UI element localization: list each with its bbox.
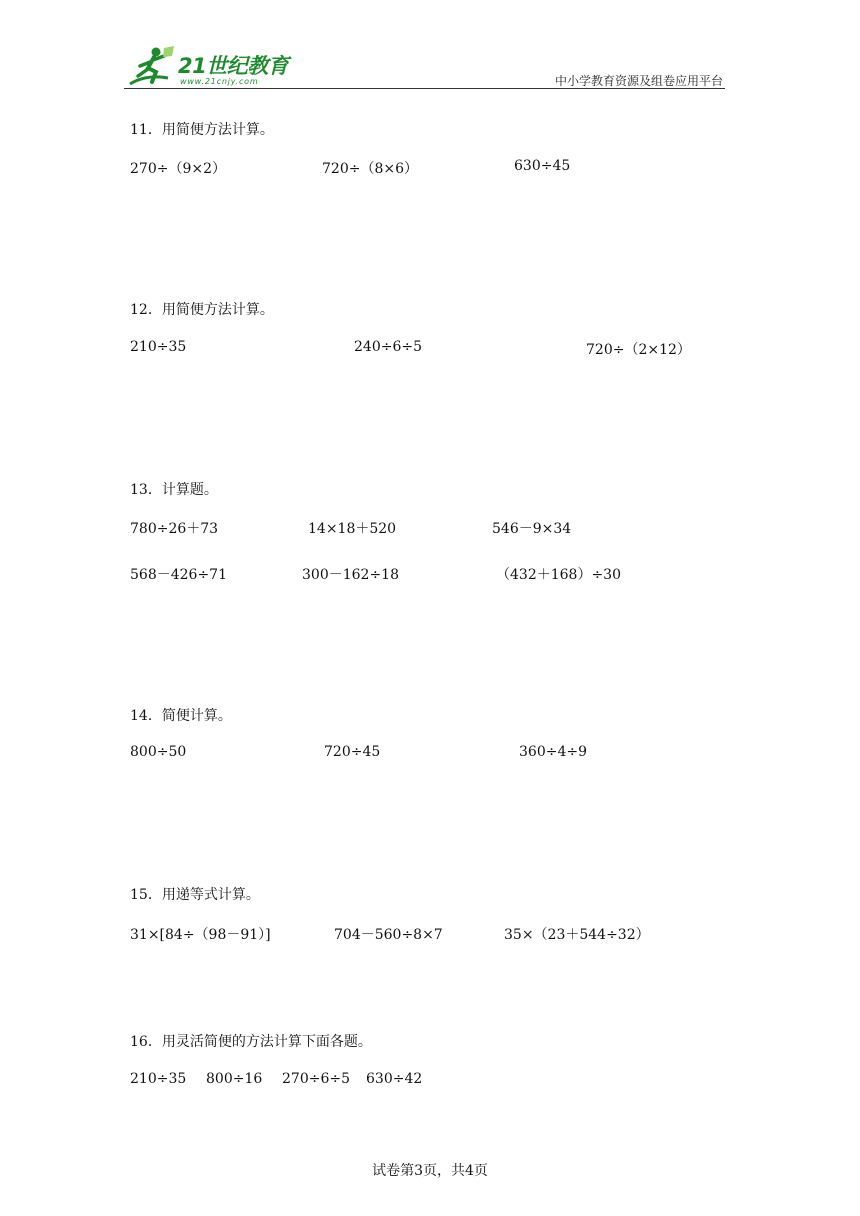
question-11-expr-3: 630÷45 <box>514 158 571 174</box>
question-13-expr-6: （432＋168）÷30 <box>496 567 621 583</box>
question-13-expr-5: 300－162÷18 <box>302 567 399 583</box>
question-15-expr-3: 35×（23＋544÷32） <box>504 927 650 943</box>
header-divider <box>124 88 725 89</box>
question-16-title: 16．用灵活简便的方法计算下面各题。 <box>130 1034 372 1050</box>
question-11-title: 11．用简便方法计算。 <box>130 122 274 138</box>
question-13-expr-3: 546－9×34 <box>492 521 572 537</box>
question-15-expr-1: 31×[84÷（98－91）] <box>130 927 271 943</box>
question-14-expr-2: 720÷45 <box>324 744 381 760</box>
page-footer: 试卷第3页，共4页 <box>372 1163 488 1179</box>
question-15-title: 15．用递等式计算。 <box>130 887 260 903</box>
question-16-expr-1: 210÷35 <box>130 1071 187 1087</box>
question-12-title: 12．用简便方法计算。 <box>130 302 274 318</box>
question-12-expr-2: 240÷6÷5 <box>354 339 422 355</box>
question-16-expr-2: 800÷16 <box>206 1071 263 1087</box>
platform-name: 中小学教育资源及组卷应用平台 <box>554 74 723 88</box>
logo-url: www.21cnjy.com <box>180 77 259 86</box>
question-12-expr-3: 720÷（2×12） <box>586 342 691 358</box>
question-13-expr-4: 568－426÷71 <box>130 567 227 583</box>
question-16-expr-4: 630÷42 <box>366 1071 423 1087</box>
question-13-expr-2: 14×18＋520 <box>308 521 397 537</box>
page-header <box>120 40 725 92</box>
question-14-expr-1: 800÷50 <box>130 744 187 760</box>
logo-text: 21世纪教育 <box>178 54 289 78</box>
question-13-expr-1: 780÷26＋73 <box>130 521 219 537</box>
question-11-expr-1: 270÷（9×2） <box>130 161 226 177</box>
question-12-expr-1: 210÷35 <box>130 339 187 355</box>
question-13-title: 13．计算题。 <box>130 482 218 498</box>
logo <box>126 44 296 90</box>
question-14-title: 14．简便计算。 <box>130 708 232 724</box>
question-15-expr-2: 704－560÷8×7 <box>334 927 443 943</box>
runner-logo-icon <box>126 44 182 90</box>
question-16-expr-3: 270÷6÷5 <box>282 1071 350 1087</box>
question-14-expr-3: 360÷4÷9 <box>519 744 587 760</box>
question-11-expr-2: 720÷（8×6） <box>322 161 418 177</box>
